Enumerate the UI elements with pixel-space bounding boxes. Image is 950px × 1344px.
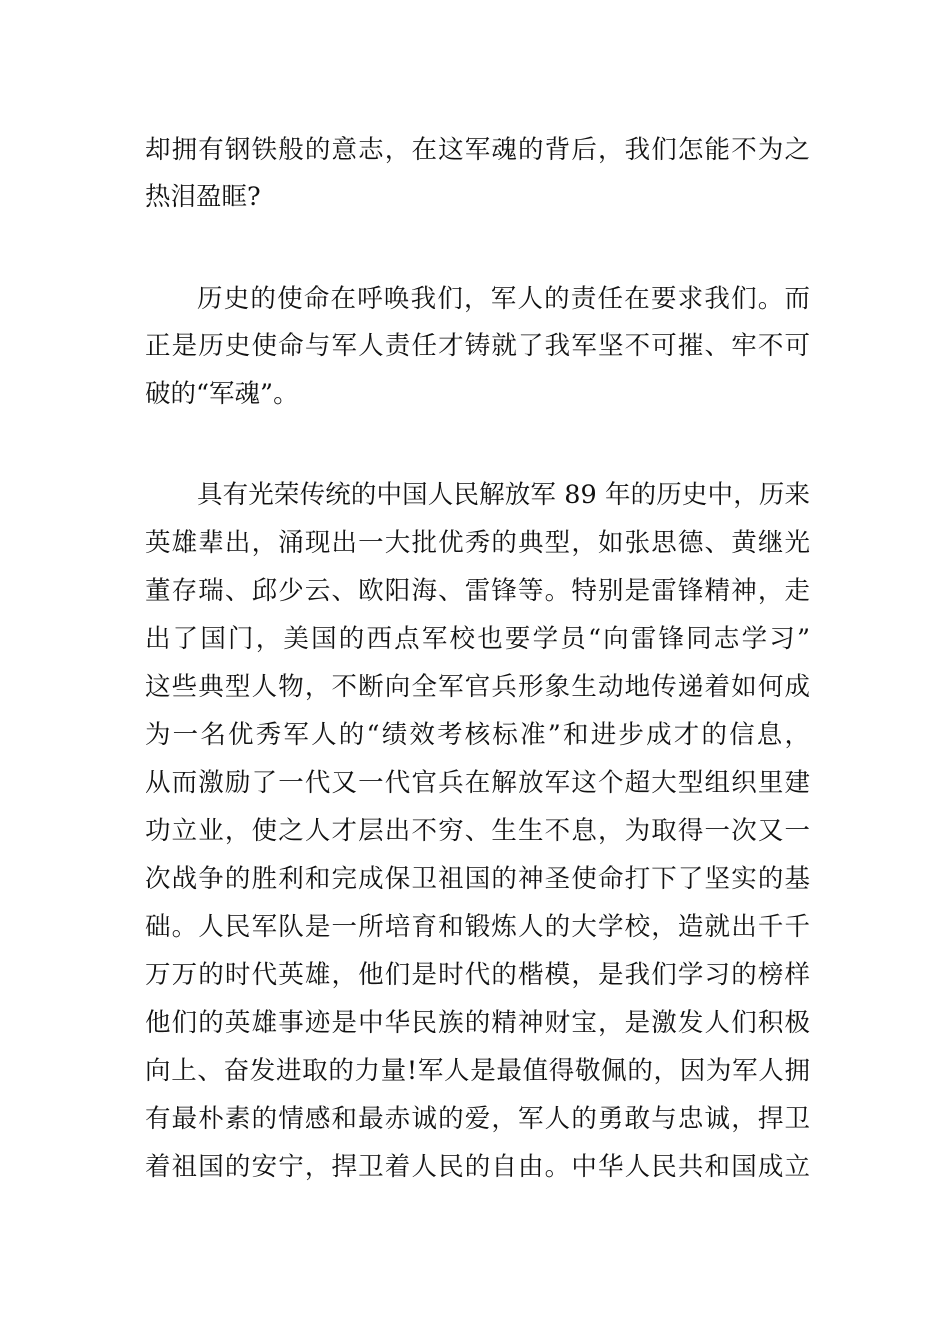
paragraph-3-line-8: 功立业，使之人才层出不穷、生生不息，为取得一次又一 xyxy=(145,816,810,846)
paragraph-3-line-14: 有最朴素的情感和最赤诚的爱，军人的勇敢与忠诚，捍卫 xyxy=(145,1104,810,1134)
paragraph-3-line-10: 础。人民军队是一所培育和锻炼人的大学校，造就出千千 xyxy=(145,912,810,942)
paragraph-3-line-9: 次战争的胜利和完成保卫祖国的神圣使命打下了坚实的基 xyxy=(145,864,810,894)
paragraph-3-line-3: 董存瑞、邱少云、欧阳海、雷锋等。特别是雷锋精神，走 xyxy=(145,576,810,606)
paragraph-3-line-12: 他们的英雄事迹是中华民族的精神财宝，是激发人们积极 xyxy=(145,1008,810,1038)
paragraph-2-line-3: 破的“军魂”。 xyxy=(145,379,299,409)
paragraph-1-line-1: 却拥有钢铁般的意志，在这军魂的背后，我们怎能不为之 xyxy=(145,135,810,165)
paragraph-3-line-5: 这些典型人物，不断向全军官兵形象生动地传递着如何成 xyxy=(145,672,810,702)
paragraph-3-line-1: 具有光荣传统的中国人民解放军 89 年的历史中，历来 xyxy=(197,480,810,510)
paragraph-1-line-2: 热泪盈眶? xyxy=(145,182,261,212)
paragraph-3-line-11: 万万的时代英雄，他们是时代的楷模，是我们学习的榜样 xyxy=(145,960,810,990)
paragraph-3-line-4: 出了国门，美国的西点军校也要学员“向雷锋同志学习” xyxy=(145,624,810,654)
paragraph-2-line-1: 历史的使命在呼唤我们，军人的责任在要求我们。而 xyxy=(197,284,810,314)
paragraph-3-line-7: 从而激励了一代又一代官兵在解放军这个超大型组织里建 xyxy=(145,768,810,798)
paragraph-3-line-6: 为一名优秀军人的“绩效考核标准”和进步成才的信息， xyxy=(145,720,810,750)
paragraph-3-line-15: 着祖国的安宁，捍卫着人民的自由。中华人民共和国成立 xyxy=(145,1152,810,1182)
paragraph-3-line-13: 向上、奋发进取的力量!军人是最值得敬佩的，因为军人拥 xyxy=(145,1056,810,1086)
paragraph-3-line-2: 英雄辈出，涌现出一大批优秀的典型，如张思德、黄继光 xyxy=(145,528,810,558)
paragraph-2-line-2: 正是历史使命与军人责任才铸就了我军坚不可摧、牢不可 xyxy=(145,331,810,361)
